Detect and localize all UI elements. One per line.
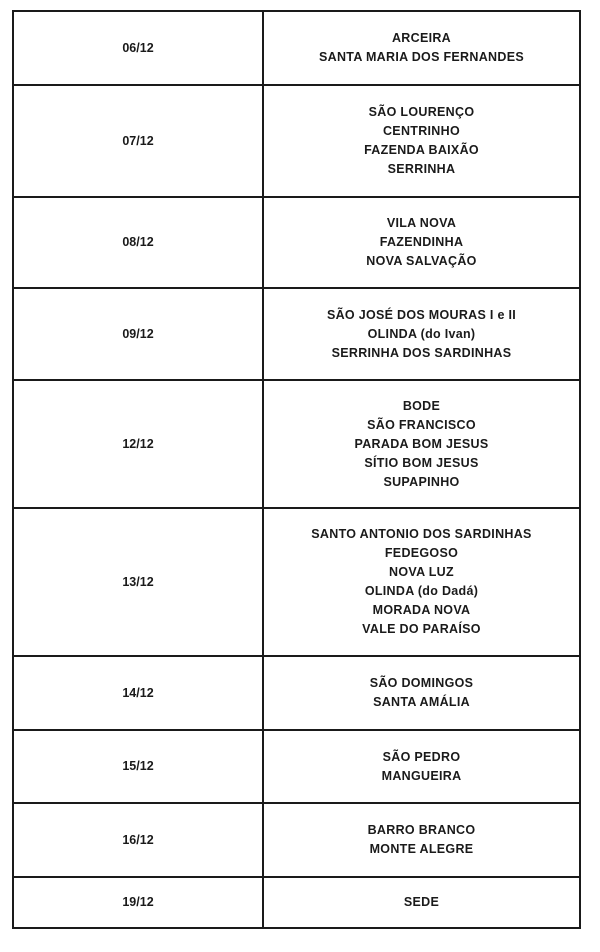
schedule-row <box>13 508 580 656</box>
schedule-date: 15/12 <box>13 730 263 803</box>
place-name: SÍTIO BOM JESUS <box>364 455 479 470</box>
schedule-places <box>263 730 580 803</box>
place-name: OLINDA (do Dadá) <box>364 584 479 598</box>
place-name: SERRINHA DOS SARDINHAS <box>331 345 512 360</box>
place-name: CENTRINHO <box>382 124 460 138</box>
place-name: OLINDA (do Ivan) <box>367 326 476 341</box>
place-name: FAZENDA BAIXÃO <box>364 143 479 157</box>
place-name: NOVA LUZ <box>389 565 454 579</box>
place-name: FEDEGOSO <box>384 546 459 560</box>
place-name: BARRO BRANCO <box>367 823 476 837</box>
place-name: PARADA BOM JESUS <box>354 436 489 451</box>
place-name: MONTE ALEGRE <box>369 842 474 856</box>
schedule-date: 09/12 <box>13 288 263 380</box>
place-name: SUPAPINHO <box>383 474 460 489</box>
schedule-row <box>13 656 580 730</box>
schedule-date: 08/12 <box>13 197 263 288</box>
schedule-date: 07/12 <box>13 85 263 197</box>
place-name: SÃO DOMINGOS <box>369 676 474 690</box>
schedule-row <box>13 11 580 85</box>
place-name: VILA NOVA <box>386 216 457 230</box>
schedule-places <box>263 85 580 197</box>
place-name: BODE <box>402 398 441 413</box>
place-name: VALE DO PARAÍSO <box>362 622 481 636</box>
schedule-row <box>13 288 580 380</box>
place-name: SANTO ANTONIO DOS SARDINHAS <box>311 527 532 541</box>
schedule-body <box>13 11 580 928</box>
place-name: SERRINHA <box>387 162 456 176</box>
schedule-row <box>13 85 580 197</box>
place-name: SÃO FRANCISCO <box>367 417 476 432</box>
schedule-date: 13/12 <box>13 508 263 656</box>
schedule-date: 14/12 <box>13 656 263 730</box>
schedule-places <box>263 197 580 288</box>
place-name: ARCEIRA <box>391 31 452 45</box>
schedule-places <box>263 380 580 508</box>
schedule-places <box>263 11 580 85</box>
place-name: SÃO JOSÉ DOS MOURAS I e II <box>326 307 517 322</box>
schedule-table <box>12 10 581 929</box>
schedule-places <box>263 877 580 928</box>
place-name: FAZENDINHA <box>379 235 464 249</box>
schedule-places <box>263 803 580 877</box>
schedule-date: 06/12 <box>13 11 263 85</box>
place-name: SANTA MARIA DOS FERNANDES <box>319 50 524 64</box>
schedule-row <box>13 197 580 288</box>
place-name: SÃO LOURENÇO <box>368 105 475 119</box>
schedule-places <box>263 288 580 380</box>
place-name: MANGUEIRA <box>381 768 462 783</box>
place-name: MORADA NOVA <box>372 603 471 617</box>
place-name: SANTA AMÁLIA <box>373 695 470 709</box>
schedule-row <box>13 877 580 928</box>
schedule-date: 12/12 <box>13 380 263 508</box>
schedule-places <box>263 656 580 730</box>
place-name: NOVA SALVAÇÃO <box>366 254 477 268</box>
schedule-date: 19/12 <box>13 877 263 928</box>
schedule-row <box>13 730 580 803</box>
schedule-date: 16/12 <box>13 803 263 877</box>
schedule-row <box>13 380 580 508</box>
place-name: SEDE <box>403 895 440 909</box>
schedule-row <box>13 803 580 877</box>
place-name: SÃO PEDRO <box>382 749 461 764</box>
schedule-places <box>263 508 580 656</box>
